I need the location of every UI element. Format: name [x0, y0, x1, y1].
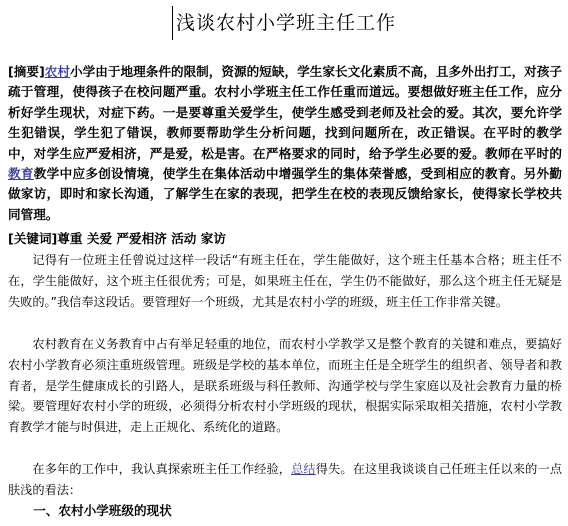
section-heading-1: 一、农村小学班级的现状 [33, 503, 172, 518]
body-paragraph-3-text-2: 得失。在这里我谈谈自己任班主任以来的一点肤浅的看法： [8, 462, 563, 497]
title-container [0, 6, 568, 42]
body-paragraph-3 [8, 459, 562, 501]
abstract-label: [摘要] [8, 64, 45, 79]
link-summary[interactable]: 总结 [291, 462, 316, 476]
abstract-text-2: 教学中应多创设情境，使学生在集体活动中增强学生的集体荣誉感，受到相应的教育。另外勤做家访，即时和家长沟通，了解学生在家的表现，把学生在校的表现反馈给家长，使得家长学校共同管理。 [8, 166, 562, 222]
abstract-paragraph [8, 62, 562, 225]
page-title: 浅谈农村小学班主任工作 [172, 6, 396, 40]
body-paragraph-1: 记得有一位班主任曾说过这样一段话“有班主任在，学生能做好，这个班主任基本合格；班主任不在，学生能做好，这个班主任很优秀；可是，如果班主任在，学生仍不能做好，那么这个班主任无疑是失败的。”我信奉这段话。要管理好一个班级，尤其是农村小学的班级，班主任工作非常关键。 [8, 253, 562, 309]
keywords-line: [关键词]尊重 关爱 严爱相济 活动 家访 [8, 231, 226, 246]
body-paragraph-2: 农村教育在义务教育中占有举足轻重的地位，而农村小学教学又是整个教育的关键和难点，要搞好农村小学教育必须注重班级管理。班级是学校的基本单位，而班主任是全班学生的组织者、领导者和教育者，是学生健康成长的引路人，是联系班级与科任教师、沟通学校与学生家庭以及社会教育力量的桥梁。要管理好农村小学的班级，必须得分析农村小学班级的现状，根据实际采取相关措施，农村小学教育教学才能与时俱进，走上正规化、系统化的道路。 [8, 337, 562, 435]
link-education[interactable]: 教育 [8, 166, 34, 182]
body-paragraph-3-text-1: 在多年的工作中，我认真探索班主任工作经验， [32, 462, 292, 476]
abstract-text-1: 小学由于地理条件的限制，资源的短缺，学生家长文化素质不高，且多外出打工，对孩子疏于管理，使得孩子在校问题严重。农村小学班主任工作任重而道远。要想做好班主任工作，应分析好学生现状，对症下药。一是要尊重关爱学生，使学生感受到老师及社会的爱。其次，要允许学生犯错误，学生犯了错误，教师要帮助学生分析问题，找到问题所在，改正错误。在平时的教学中，对学生应严爱相济，严是爱，松是害。在严格要求的同时，给予学生必要的爱。教师在平时的 [8, 64, 563, 161]
link-rural[interactable]: 农村 [44, 64, 71, 79]
